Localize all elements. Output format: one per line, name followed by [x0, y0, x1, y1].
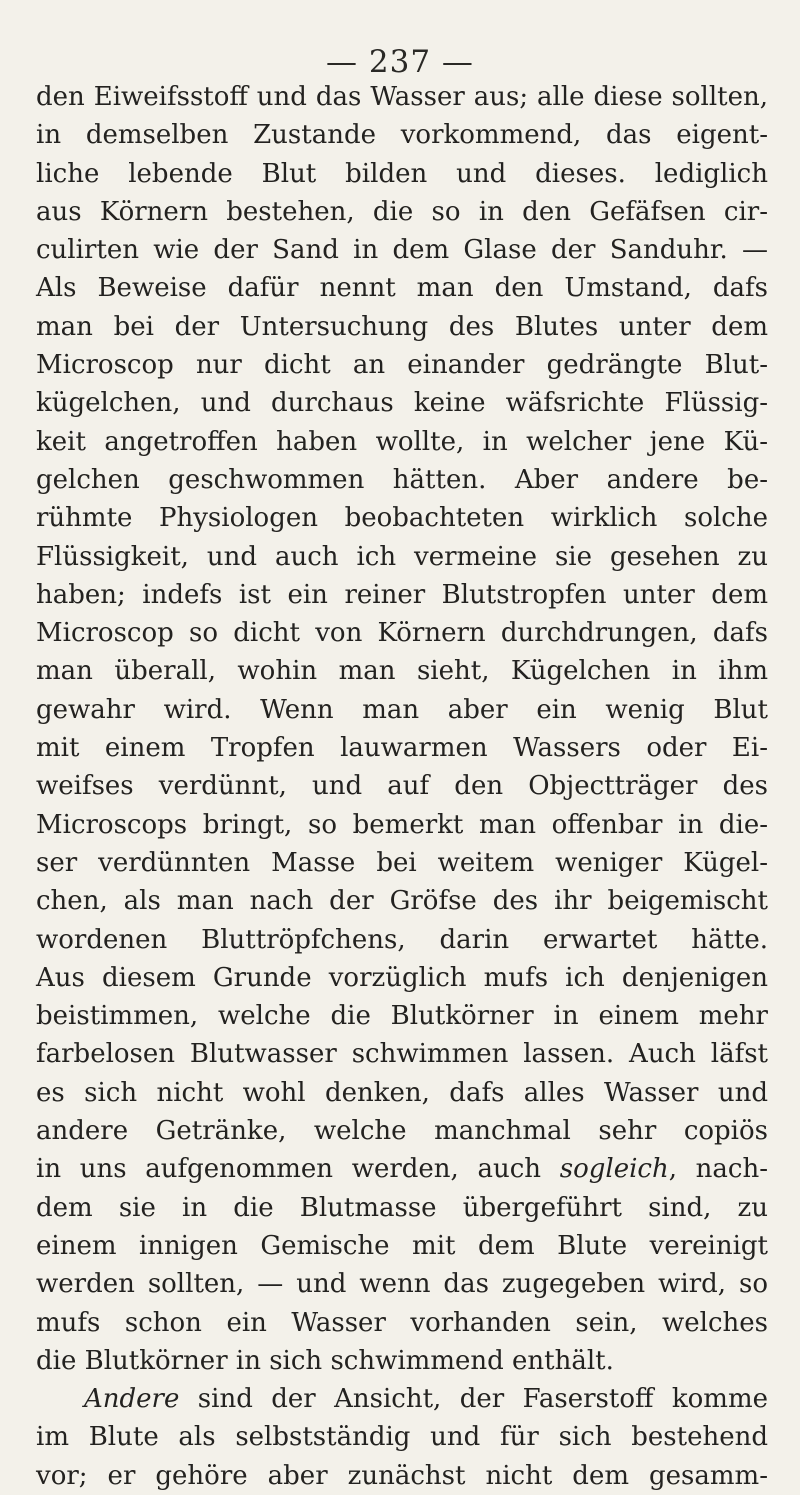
text-line: aus Körnern bestehen, die so in den Gefäfsen cir-	[36, 196, 768, 227]
text-line: Als Beweise dafür nennt man den Umstand, dafs	[36, 273, 768, 304]
text-line: keit angetroffen haben wollte, in welcher jene Kü-	[36, 426, 768, 457]
text-line: dem sie in die Blutmasse übergeführt sind, zu	[36, 1192, 768, 1223]
text-line: weifses verdünnt, und auf den Objectträger des	[36, 771, 768, 802]
text-line: culirten wie der Sand in dem Glase der Sanduhr. —	[36, 235, 768, 266]
text-segment: sind der Ansicht, der Faserstoff komme	[179, 1384, 768, 1415]
text-line: wordenen Bluttröpfchens, darin erwartet hätte.	[36, 924, 768, 955]
text-line: haben; indefs ist ein reiner Blutstropfen unter dem	[36, 579, 768, 610]
text-line: man bei der Untersuchung des Blutes unter dem	[36, 311, 768, 342]
text-line: Microscop so dicht von Körnern durchdrungen, dafs	[36, 618, 768, 649]
text-line: beistimmen, welche die Blutkörner in einem mehr	[36, 1001, 768, 1032]
text-segment: in uns aufgenommen werden, auch	[36, 1154, 542, 1185]
text-line: Flüssigkeit, und auch ich vermeine sie gesehen zu	[36, 541, 768, 572]
text-line: in demselben Zustande vorkommend, das eigent-	[36, 120, 768, 151]
emphasis-sogleich: sogleich	[559, 1154, 669, 1185]
text-line: man überall, wohin man sieht, Kügelchen in ihm	[36, 656, 768, 687]
text-line: chen, als man nach der Gröfse des ihr beigemischt	[36, 886, 768, 917]
text-line: mit einem Tropfen lauwarmen Wassers oder Ei-	[36, 733, 768, 764]
page-number: — 237 —	[326, 44, 474, 80]
body-text	[36, 78, 768, 1495]
text-line: den Eiweifsstoff und das Wasser aus; alle diese sollten,	[36, 82, 768, 112]
text-line: andere Getränke, welche manchmal sehr copiös	[36, 1116, 768, 1147]
text-line: im Blute als selbstständig und für sich bestehend	[36, 1422, 768, 1453]
text-line: es sich nicht wohl denken, dafs alles Wasser und	[36, 1077, 768, 1108]
text-line: mufs schon ein Wasser vorhanden sein, welches	[36, 1307, 768, 1338]
text-line: werden sollten, — und wenn das zugegeben wird, so	[36, 1269, 768, 1300]
text-line: rühmte Physiologen beobachteten wirklich solche	[36, 503, 768, 534]
text-line: ser verdünnten Masse bei weitem weniger Kügel-	[36, 847, 768, 878]
text-line	[36, 1380, 768, 1418]
text-line: farbelosen Blutwasser schwimmen lassen. Auch läfst	[36, 1039, 768, 1070]
text-line: Microscop nur dicht an einander gedrängte Blut-	[36, 350, 768, 381]
text-line: die Blutkörner in sich schwimmend enthält.	[36, 1345, 614, 1376]
text-segment: , nach-	[668, 1154, 768, 1185]
emphasis-andere: Andere	[84, 1384, 180, 1415]
text-line: kügelchen, und durchaus keine wäfsrichte Flüssig-	[36, 388, 768, 419]
text-line: liche lebende Blut bilden und dieses. lediglich	[36, 158, 768, 189]
text-line: gelchen geschwommen hätten. Aber andere be-	[36, 464, 768, 495]
text-line: Aus diesem Grunde vorzüglich mufs ich denjenigen	[36, 962, 768, 993]
text-line	[36, 1150, 768, 1188]
text-line: gewahr wird. Wenn man aber ein wenig Blut	[36, 694, 768, 725]
text-line: vor; er gehöre aber zunächst nicht dem gesamm-	[36, 1460, 768, 1491]
text-line: einem innigen Gemische mit dem Blute vereinigt	[36, 1230, 768, 1261]
text-line: Microscops bringt, so bemerkt man offenbar in die-	[36, 809, 768, 840]
